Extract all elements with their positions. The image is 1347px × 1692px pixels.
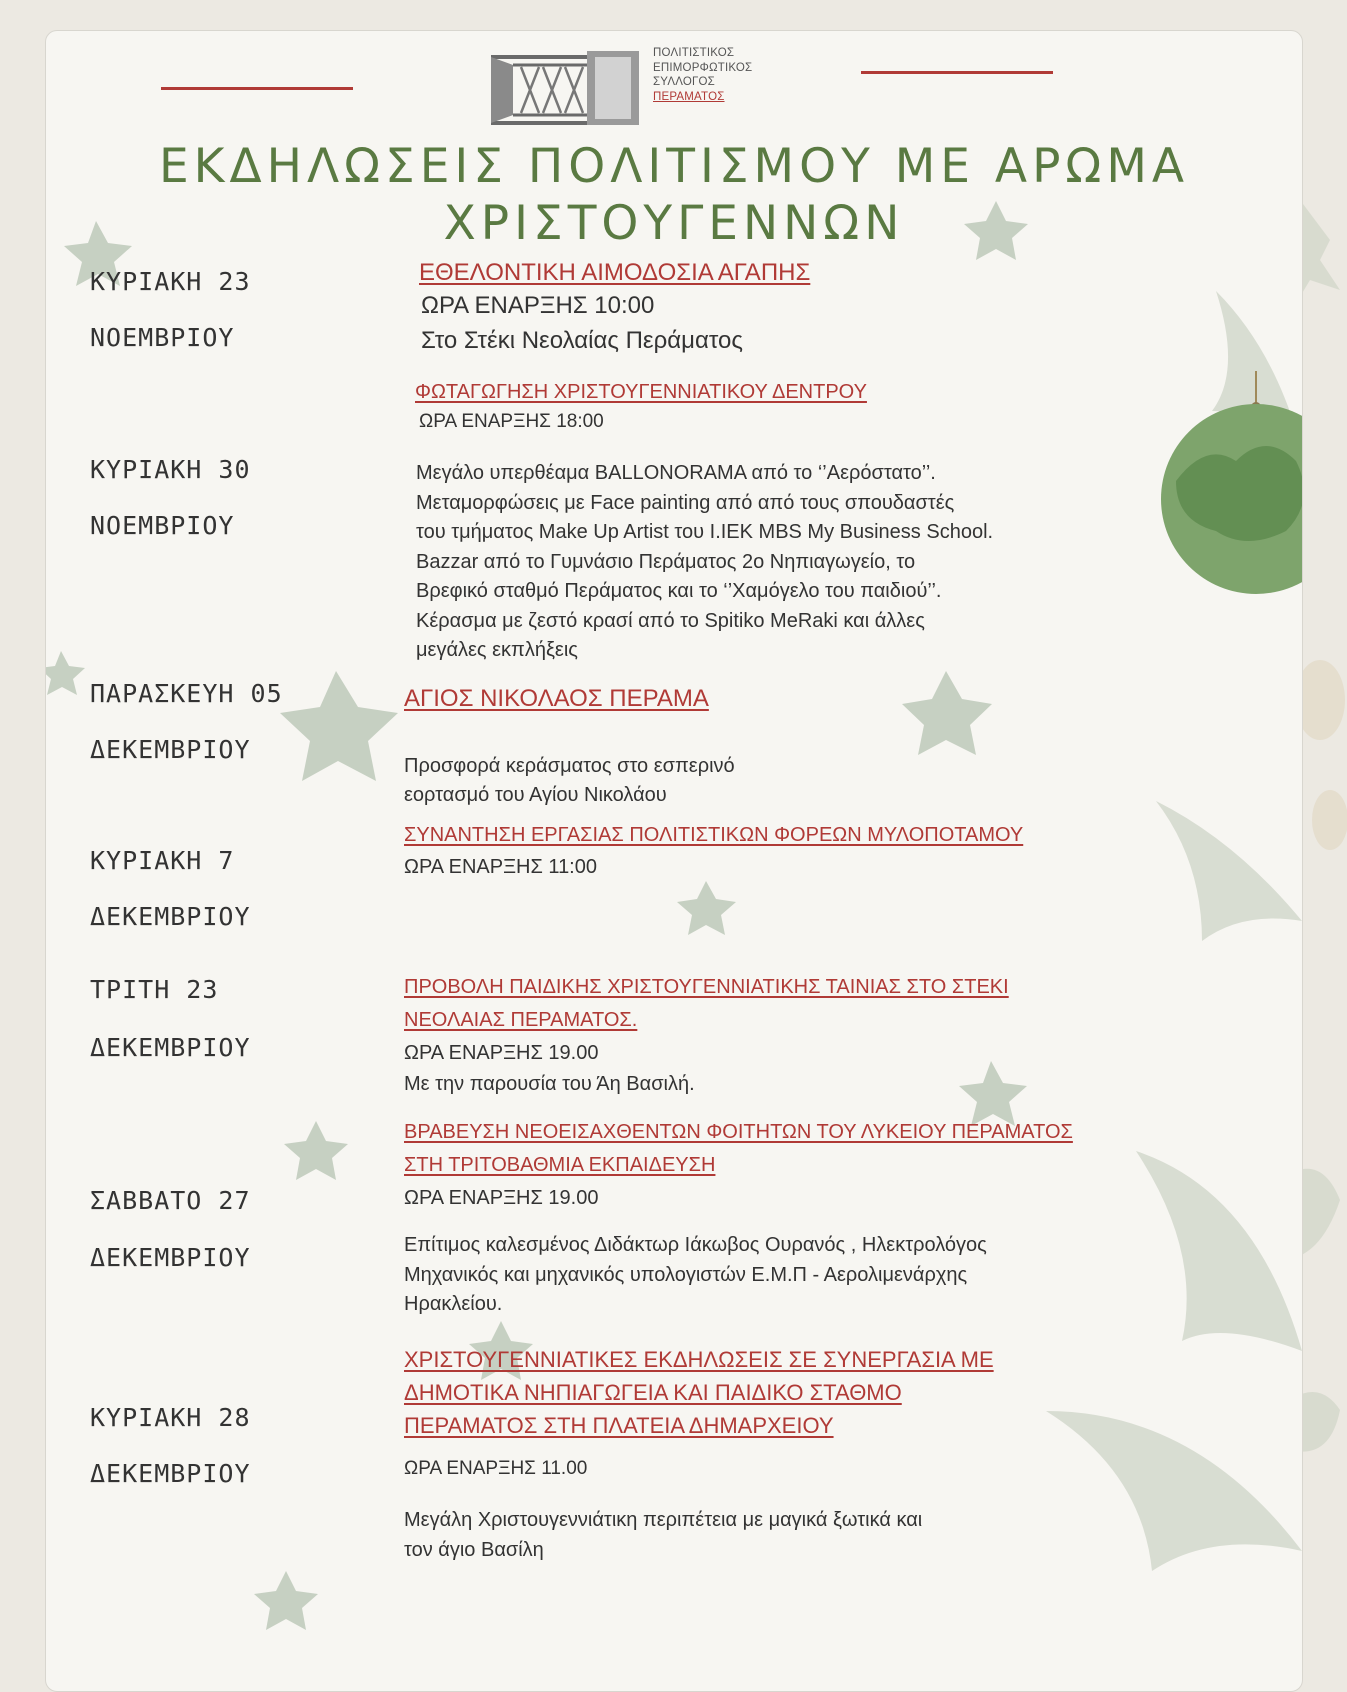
- logo-line: ΕΠΙΜΟΡΦΩΤΙΚΟΣ: [653, 61, 753, 74]
- star-icon: [46, 651, 85, 695]
- event-month: ΔΕΚΕΜΒΡΙΟΥ: [90, 1243, 251, 1272]
- title-line: ΠΕΡΑΜΑΤΟΣ ΣΤΗ ΠΛΑΤΕΙΑ ΔΗΜΑΡΧΕΙΟΥ: [404, 1413, 834, 1438]
- star-icon: [902, 671, 992, 755]
- title-line: ΒΡΑΒΕΥΣΗ ΝΕΟΕΙΣΑΧΘΕΝΤΩΝ ΦΟΙΤΗΤΩΝ ΤΟΥ ΛΥΚΕΙΟΥ ΠΕΡΑΜΑΤΟΣ: [404, 1121, 1073, 1143]
- desc-line: του τμήματος Make Up Artist του Ι.ΙΕΚ MBS My Business School.: [416, 521, 994, 543]
- event-month: ΝΟΕΜΒΡΙΟΥ: [90, 511, 235, 540]
- event-time: ΩΡΑ ΕΝΑΡΞΗΣ 19.00: [404, 1187, 599, 1209]
- event-month: ΔΕΚΕΜΒΡΙΟΥ: [90, 1033, 251, 1062]
- event-description: [416, 459, 993, 666]
- star-icon: [677, 881, 736, 935]
- event-time: ΩΡΑ ΕΝΑΡΞΗΣ 19.00: [404, 1042, 599, 1064]
- desc-line: Μεγάλο υπερθέαμα BALLONORAMA από το ‘’Αερόστατο’’.: [416, 462, 936, 484]
- event-day: ΚΥΡΙΑΚΗ 23: [90, 267, 251, 296]
- event-description: Με την παρουσία του Άη Βασιλή.: [404, 1073, 695, 1095]
- desc-line: μεγάλες εκπλήξεις: [416, 639, 578, 661]
- page-title-line2: ΧΡΙΣΤΟΥΓΕΝΝΩΝ: [443, 196, 905, 251]
- logo-line: ΠΟΛΙΤΙΣΤΙΚΟΣ: [653, 47, 735, 59]
- event-day: ΠΑΡΑΣΚΕΥΗ 05: [90, 679, 283, 708]
- event-title: ΦΩΤΑΓΩΓΗΣΗ ΧΡΙΣΤΟΥΓΕΝΝΙΑΤΙΚΟΥ ΔΕΝΤΡΟΥ: [415, 381, 867, 403]
- header-rule-right: [861, 71, 1053, 74]
- page-title-line1: ΕΚΔΗΛΩΣΕΙΣ ΠΟΛΙΤΙΣΜΟΥ ΜΕ ΑΡΩΜΑ: [158, 139, 1190, 194]
- event-description: Προσφορά κεράσματος στο εσπερινό: [404, 755, 735, 777]
- title-line: ΠΡΟΒΟΛΗ ΠΑΙΔΙΚΗΣ ΧΡΙΣΤΟΥΓΕΝΝΙΑΤΙΚΗΣ ΤΑΙΝΙΑΣ ΣΤΟ ΣΤΕΚΙ: [404, 976, 1009, 998]
- logo-line-red: ΠΕΡΑΜΑΤΟΣ: [653, 90, 725, 103]
- christmas-ornament-icon: [1106, 371, 1303, 601]
- event-time: ΩΡΑ ΕΝΑΡΞΗΣ 18:00: [419, 411, 604, 432]
- foliage-icon: [1156, 801, 1302, 941]
- event-day: ΣΑΒΒΑΤΟ 27: [90, 1186, 251, 1215]
- event-time: ΩΡΑ ΕΝΑΡΞΗΣ 11:00: [404, 856, 597, 878]
- event-description: τον άγιο Βασίλη: [404, 1539, 544, 1561]
- event-description: εορτασμό του Αγίου Νικολάου: [404, 784, 667, 806]
- event-time: ΩΡΑ ΕΝΑΡΞΗΣ 10:00: [421, 292, 655, 319]
- header-rule-left: [161, 87, 353, 90]
- event-title: ΣΥΝΑΝΤΗΣΗ ΕΡΓΑΣΙΑΣ ΠΟΛΙΤΙΣΤΙΚΩΝ ΦΟΡΕΩΝ ΜΥΛΟΠΟΤΑΜΟΥ: [404, 824, 1024, 846]
- desc-line: Μηχανικός και μηχανικός υπολογιστών Ε.Μ.Π - Αερολιμενάρχης: [404, 1263, 968, 1286]
- desc-line: Κέρασμα με ζεστό κρασί από το Spitiko MeRaki και άλλες: [416, 609, 925, 632]
- desc-line: Ηρακλείου.: [404, 1293, 503, 1315]
- event-title: [404, 1343, 994, 1442]
- event-title: [404, 1116, 1073, 1182]
- event-place: Στο Στέκι Νεολαίας Περάματος: [421, 327, 743, 354]
- logo-line: ΣΥΛΛΟΓΟΣ: [653, 76, 715, 88]
- desc-line: Bazzar από το Γυμνάσιο Περάματος 2ο Νηπιαγωγείο, το: [416, 550, 916, 573]
- event-day: ΚΥΡΙΑΚΗ 7: [90, 846, 235, 875]
- star-icon: [254, 1571, 318, 1630]
- event-month: ΔΕΚΕΜΒΡΙΟΥ: [90, 735, 251, 764]
- desc-line: Μεταμορφώσεις με Face painting από από τους σπουδαστές: [416, 491, 955, 514]
- event-day: ΚΥΡΙΑΚΗ 30: [90, 455, 251, 484]
- title-line: ΝΕΟΛΑΙΑΣ ΠΕΡΑΜΑΤΟΣ.: [404, 1009, 638, 1031]
- event-day: ΚΥΡΙΑΚΗ 28: [90, 1403, 251, 1432]
- title-line: ΣΤΗ ΤΡΙΤΟΒΑΘΜΙΑ ΕΚΠΑΙΔΕΥΣΗ: [404, 1154, 716, 1176]
- event-title: ΕΘΕΛΟΝΤΙΚΗ ΑΙΜΟΔΟΣΙΑ ΑΓΑΠΗΣ: [419, 259, 811, 286]
- event-title: [404, 971, 1009, 1037]
- event-description: Μεγάλη Χριστουγεννιάτικη περιπέτεια με μαγικά ξωτικά και: [404, 1509, 923, 1531]
- event-month: ΝΟΕΜΒΡΙΟΥ: [90, 323, 235, 352]
- title-line: ΔΗΜΟΤΙΚΑ ΝΗΠΙΑΓΩΓΕΙΑ ΚΑΙ ΠΑΙΔΙΚΟ ΣΤΑΘΜΟ: [404, 1380, 902, 1405]
- event-time: ΩΡΑ ΕΝΑΡΞΗΣ 11.00: [404, 1458, 588, 1479]
- star-icon: [284, 1121, 348, 1180]
- event-month: ΔΕΚΕΜΒΡΙΟΥ: [90, 902, 251, 931]
- star-icon: [280, 671, 398, 781]
- flyer-card: [45, 30, 1303, 1692]
- desc-line: Βρεφικό σταθμό Περάματος και το ‘’Χαμόγελο του παιδιού’’.: [416, 580, 942, 602]
- event-title: ΑΓΙΟΣ ΝΙΚΟΛΑΟΣ ΠΕΡΑΜΑ: [404, 685, 709, 712]
- title-line: ΧΡΙΣΤΟΥΓΕΝΝΙΑΤΙΚΕΣ ΕΚΔΗΛΩΣΕΙΣ ΣΕ ΣΥΝΕΡΓΑΣΙΑ ΜΕ: [404, 1347, 994, 1372]
- event-month: ΔΕΚΕΜΒΡΙΟΥ: [90, 1459, 251, 1488]
- logo-text: [653, 46, 752, 104]
- foliage-icon: [1046, 1411, 1302, 1571]
- event-day: ΤΡΙΤΗ 23: [90, 975, 219, 1004]
- foliage-icon: [1136, 1151, 1302, 1351]
- desc-line: Επίτιμος καλεσμένος Διδάκτωρ Ιάκωβος Ουρανός , Ηλεκτρολόγος: [404, 1234, 987, 1256]
- event-description: [404, 1231, 987, 1320]
